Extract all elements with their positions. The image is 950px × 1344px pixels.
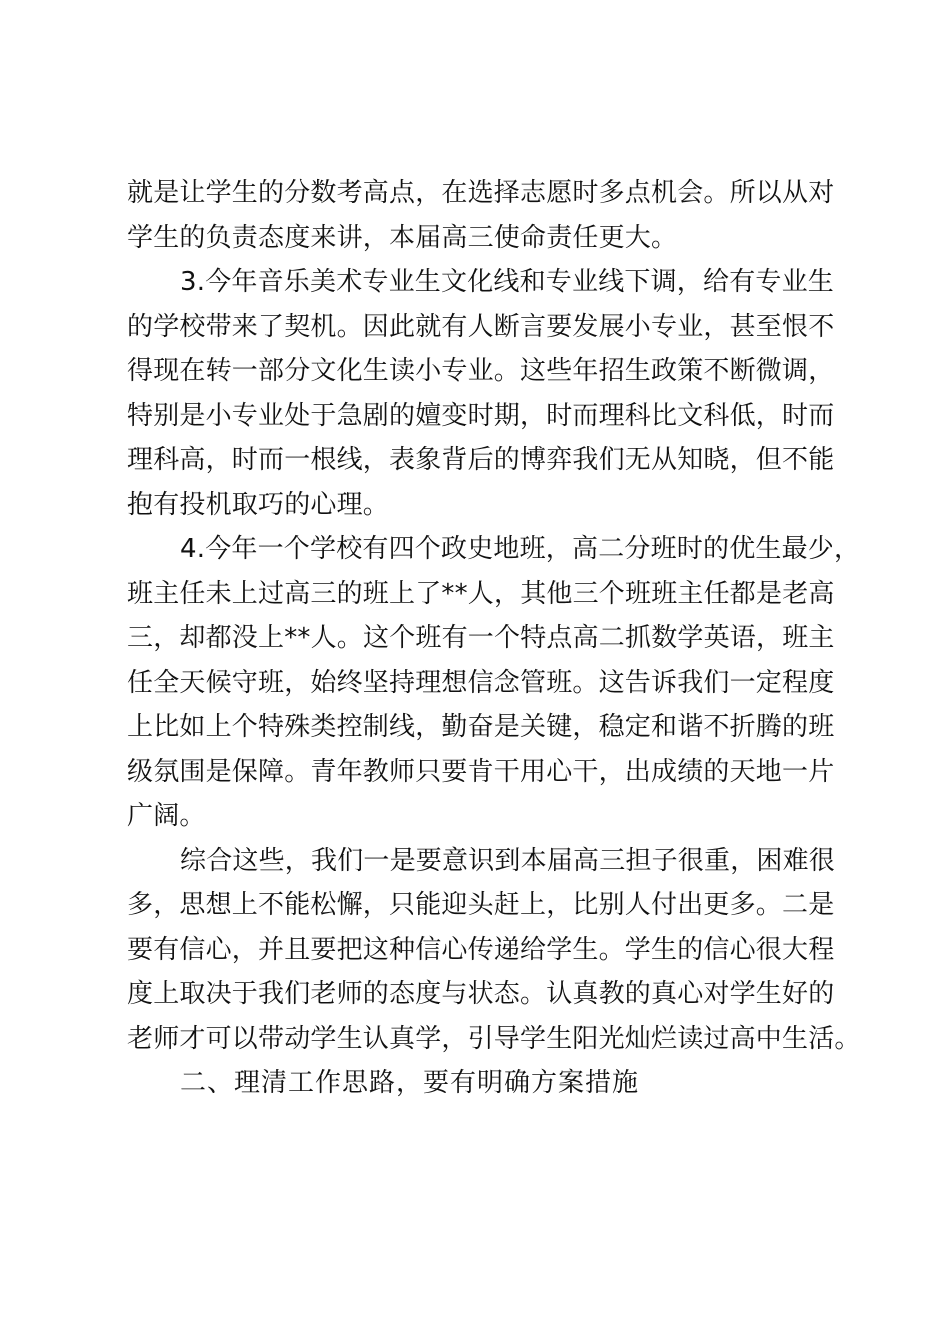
text-line: 学生的负责态度来讲，本届高三使命责任更大。 — [127, 222, 678, 253]
text-line: 度上取决于我们老师的态度与状态。认真教的真心对学生好的 — [127, 979, 835, 1009]
text-line: 得现在转一部分文化生读小专业。这些年招生政策不断微调， — [127, 356, 835, 386]
paragraph-start-line: 4.今年一个学校有四个政史地班，高二分班时的优生最少， — [180, 534, 861, 564]
text-line: 要有信心，并且要把这种信心传递给学生。学生的信心很大程 — [127, 934, 835, 965]
section-heading: 二、理清工作思路，要有明确方案措施 — [180, 1068, 640, 1098]
text-line: 抱有投机取巧的心理。 — [127, 489, 390, 520]
paragraph-start-line: 3.今年音乐美术专业生文化线和专业线下调，给有专业生 — [180, 267, 835, 297]
text-line: 特别是小专业处于急剧的嬗变时期，时而理科比文科低，时而 — [127, 400, 835, 431]
text-line: 理科高，时而一根线，表象背后的博弈我们无从知晓，但不能 — [127, 445, 835, 475]
text-line: 老师才可以带动学生认真学，引导学生阳光灿烂读过高中生活。 — [127, 1023, 861, 1054]
text-line: 班主任未上过高三的班上了**人，其他三个班班主任都是老高 — [127, 578, 835, 609]
paragraph-start-line: 综合这些，我们一是要意识到本届高三担子很重，困难很 — [180, 845, 836, 876]
text-line: 任全天候守班，始终坚持理想信念管班。这告诉我们一定程度 — [127, 667, 835, 698]
text-line: 上比如上个特殊类控制线，勤奋是关键，稳定和谐不折腾的班 — [127, 712, 835, 742]
text-line: 级氛围是保障。青年教师只要肯干用心干，出成绩的天地一片 — [127, 756, 835, 787]
document-body — [127, 171, 861, 1106]
text-line: 就是让学生的分数考高点，在选择志愿时多点机会。所以从对 — [127, 178, 835, 208]
text-line: 多，思想上不能松懈，只能迎头赶上，比别人付出更多。二是 — [127, 890, 835, 920]
text-line: 三，却都没上**人。这个班有一个特点高二抓数学英语，班主 — [127, 623, 835, 653]
text-line: 的学校带来了契机。因此就有人断言要发展小专业，甚至恨不 — [127, 311, 835, 342]
text-line: 广阔。 — [127, 801, 206, 831]
